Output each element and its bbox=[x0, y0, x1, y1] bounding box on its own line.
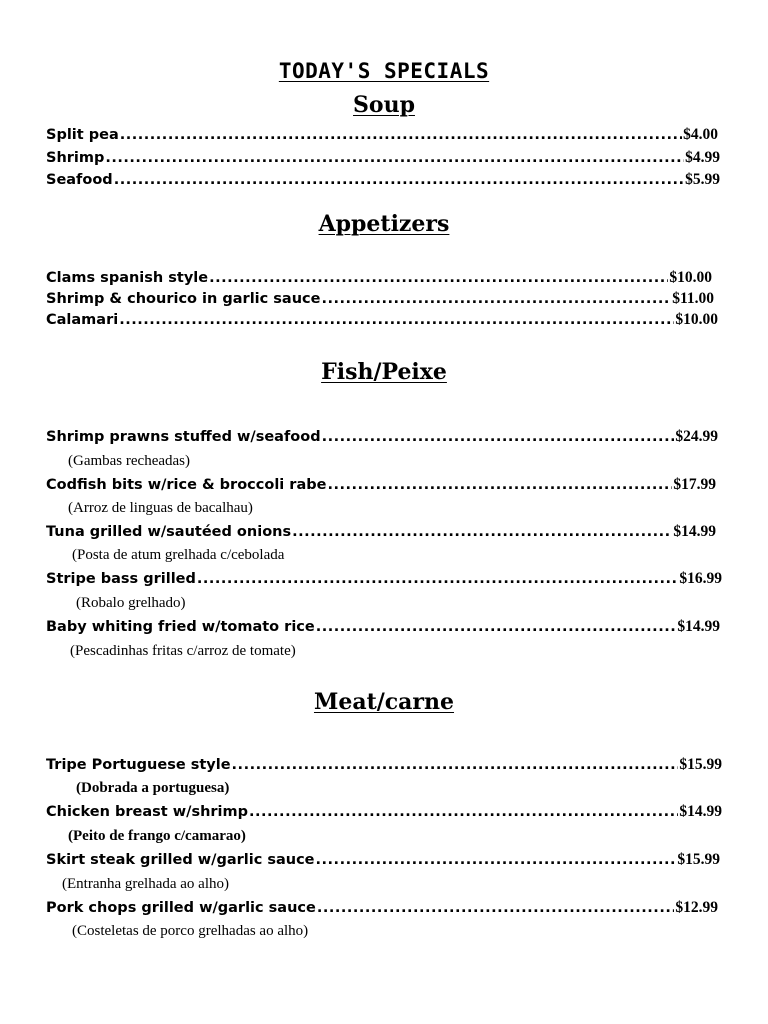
leader-dots bbox=[119, 311, 674, 329]
item-translation: (Pescadinhas fritas c/arroz de tomate) bbox=[70, 643, 296, 659]
menu-item: Pork chops grilled w/garlic sauce ..... $12.99 bbox=[46, 899, 718, 917]
leader-dots bbox=[322, 428, 675, 446]
menu-item: Tuna grilled w/sautéed onions ..... $14.99 bbox=[46, 523, 716, 541]
leader-dots bbox=[120, 126, 682, 144]
menu-item: Shrimp & chourico in garlic sauce ..... $11.00 bbox=[46, 290, 714, 308]
item-price: $10.00 bbox=[669, 269, 712, 286]
leader-dots bbox=[316, 618, 677, 636]
menu-item: Calamari ..... $10.00 bbox=[46, 311, 718, 329]
item-price: $15.99 bbox=[677, 851, 720, 868]
item-price: $24.99 bbox=[675, 428, 718, 445]
item-price: $4.00 bbox=[683, 126, 718, 143]
leader-dots bbox=[316, 851, 677, 869]
item-translation: (Dobrada a portuguesa) bbox=[76, 780, 230, 796]
section-heading-fish: Fish/Peixe bbox=[321, 359, 447, 385]
item-price: $5.99 bbox=[685, 171, 720, 188]
item-translation: (Entranha grelhada ao alho) bbox=[62, 876, 229, 892]
page-title: TODAY'S SPECIALS bbox=[278, 59, 490, 83]
item-price: $15.99 bbox=[679, 756, 722, 773]
menu-item: Skirt steak grilled w/garlic sauce ..... $15.99 bbox=[46, 851, 720, 869]
menu-item: Chicken breast w/shrimp ..... $14.99 bbox=[46, 803, 722, 821]
item-price: $14.99 bbox=[679, 803, 722, 820]
item-translation: (Peito de frango c/camarao) bbox=[68, 828, 246, 844]
menu-item: Split pea ..... $4.00 bbox=[46, 126, 718, 144]
leader-dots bbox=[232, 756, 679, 774]
item-translation: (Robalo grelhado) bbox=[76, 595, 186, 611]
item-translation: (Arroz de linguas de bacalhau) bbox=[68, 500, 253, 516]
item-price: $16.99 bbox=[679, 570, 722, 587]
leader-dots bbox=[114, 171, 684, 189]
leader-dots bbox=[105, 149, 684, 167]
item-translation: (Gambas recheadas) bbox=[68, 453, 191, 469]
leader-dots bbox=[197, 570, 678, 588]
menu-item: Baby whiting fried w/tomato rice ..... $14.99 bbox=[46, 618, 720, 636]
section-heading-soup: Soup bbox=[353, 92, 415, 118]
item-price: $12.99 bbox=[675, 899, 718, 916]
leader-dots bbox=[292, 523, 672, 541]
leader-dots bbox=[317, 899, 675, 917]
menu-item: Shrimp ..... $4.99 bbox=[46, 149, 720, 167]
section-heading-appetizers: Appetizers bbox=[318, 211, 450, 237]
leader-dots bbox=[249, 803, 678, 821]
menu-item: Seafood ..... $5.99 bbox=[46, 171, 720, 189]
item-price: $14.99 bbox=[677, 618, 720, 635]
leader-dots bbox=[209, 269, 668, 287]
section-heading-meat: Meat/carne bbox=[313, 689, 455, 715]
item-price: $11.00 bbox=[672, 290, 714, 307]
menu-item: Stripe bass grilled ..... $16.99 bbox=[46, 570, 722, 588]
item-translation: (Costeletas de porco grelhadas ao alho) bbox=[72, 923, 309, 939]
menu-item: Clams spanish style ..... $10.00 bbox=[46, 269, 712, 287]
item-price: $14.99 bbox=[673, 523, 716, 540]
item-price: $10.00 bbox=[675, 311, 718, 328]
leader-dots bbox=[321, 290, 671, 308]
item-price: $17.99 bbox=[673, 476, 716, 493]
item-translation: (Posta de atum grelhada c/cebolada bbox=[72, 547, 285, 563]
leader-dots bbox=[327, 476, 672, 494]
item-price: $4.99 bbox=[685, 149, 720, 166]
menu-item: Tripe Portuguese style ..... $15.99 bbox=[46, 756, 722, 774]
menu-item: Shrimp prawns stuffed w/seafood ..... $24.99 bbox=[46, 428, 718, 446]
menu-item: Codfish bits w/rice & broccoli rabe ..... $17.99 bbox=[46, 476, 716, 494]
